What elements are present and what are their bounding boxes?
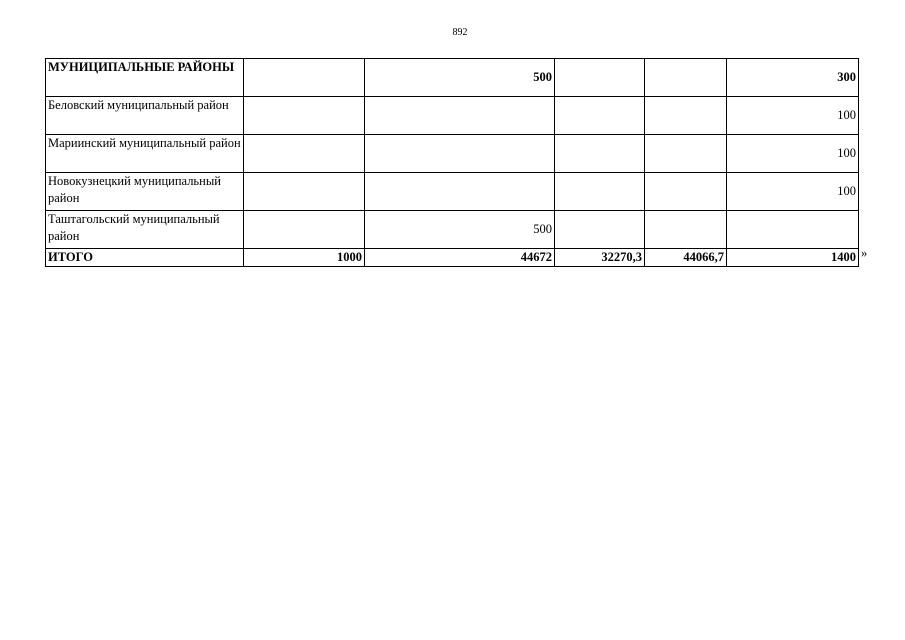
table-cell xyxy=(244,211,365,249)
table-cell xyxy=(244,135,365,173)
table-row xyxy=(46,97,859,135)
table-cell xyxy=(244,97,365,135)
table-cell: 100 xyxy=(727,135,859,173)
table-cell: 300 xyxy=(727,59,859,97)
table-row-municipal-districts xyxy=(46,59,859,97)
table-cell: 100 xyxy=(727,173,859,211)
table-cell xyxy=(365,97,555,135)
table-cell xyxy=(244,59,365,97)
table-cell xyxy=(365,135,555,173)
table-cell: 500 xyxy=(365,59,555,97)
table-cell: 44672 xyxy=(365,249,555,267)
table-cell xyxy=(244,173,365,211)
table-cell xyxy=(555,97,645,135)
table-cell xyxy=(555,135,645,173)
table-cell: 1000 xyxy=(244,249,365,267)
table-cell: 32270,3 xyxy=(555,249,645,267)
row-label: Беловский муниципальный район xyxy=(46,97,244,135)
table-cell xyxy=(555,59,645,97)
table-row xyxy=(46,173,859,211)
table-cell xyxy=(645,211,727,249)
table-cell xyxy=(555,173,645,211)
table-cell xyxy=(555,211,645,249)
data-table xyxy=(45,58,859,267)
page-number: 892 xyxy=(452,27,468,38)
table-row xyxy=(46,211,859,249)
row-label: Новокузнецкий муниципальный район xyxy=(46,173,244,211)
table-cell xyxy=(645,97,727,135)
row-label: ИТОГО xyxy=(46,249,244,267)
table-cell xyxy=(645,135,727,173)
row-label: МУНИЦИПАЛЬНЫЕ РАЙОНЫ xyxy=(46,59,244,97)
row-label: Таштагольский муниципальный район xyxy=(46,211,244,249)
table-cell xyxy=(645,173,727,211)
table-cell xyxy=(645,59,727,97)
table-row-total xyxy=(46,249,859,267)
table-cell: 1400 xyxy=(727,249,859,267)
row-label: Мариинский муниципальный район xyxy=(46,135,244,173)
table-cell: 100 xyxy=(727,97,859,135)
table-cell: 500 xyxy=(365,211,555,249)
closing-quote-mark: » xyxy=(861,246,868,260)
table-row xyxy=(46,135,859,173)
table-cell xyxy=(365,173,555,211)
table-cell xyxy=(727,211,859,249)
table-cell: 44066,7 xyxy=(645,249,727,267)
